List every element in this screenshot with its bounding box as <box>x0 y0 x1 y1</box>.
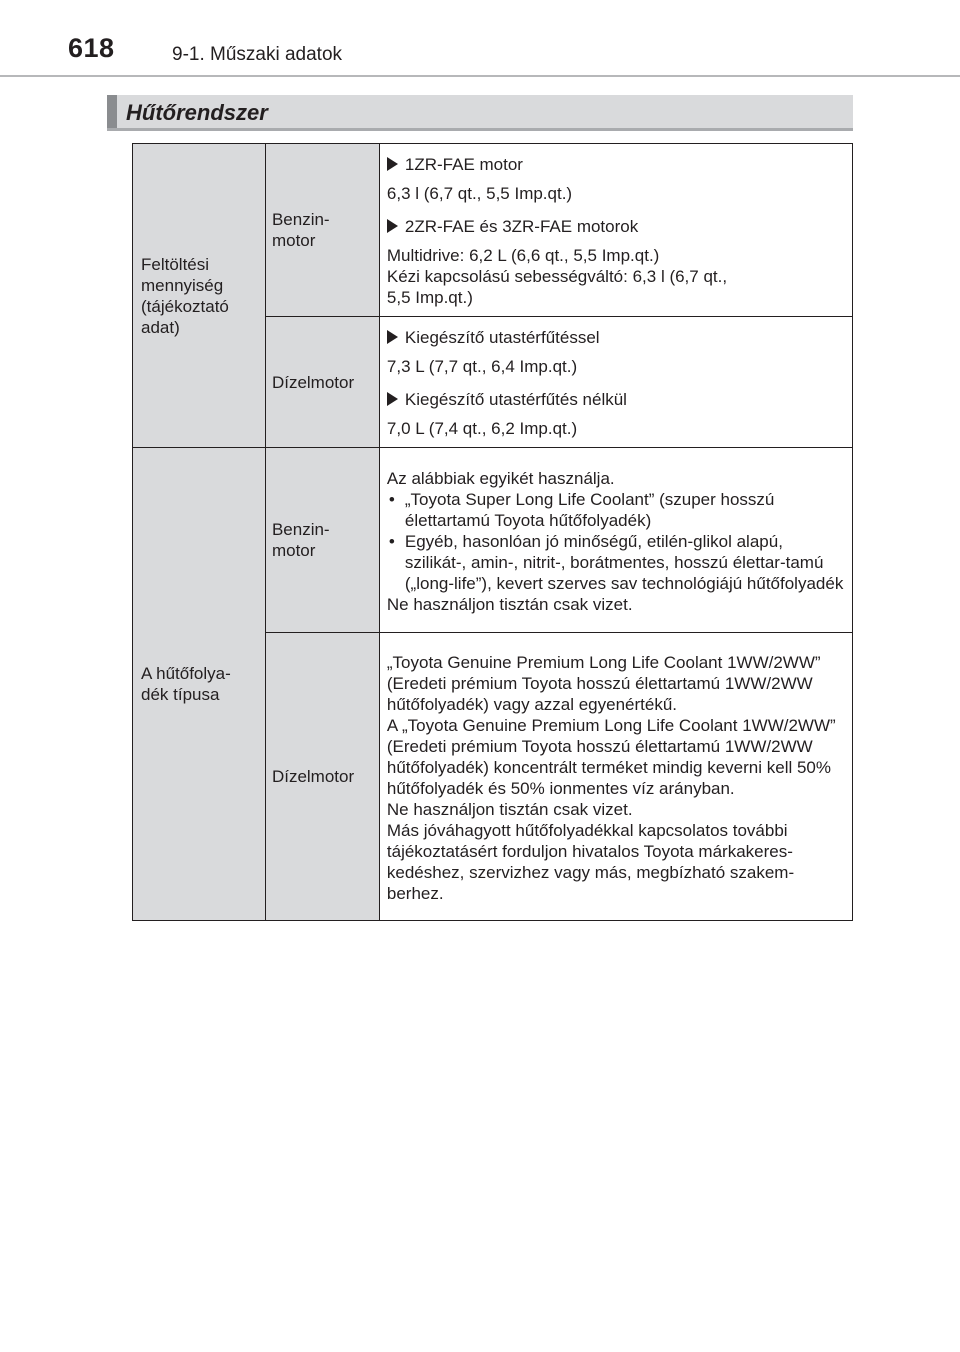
section-heading <box>107 95 853 131</box>
capacity-gasoline-label-cell <box>265 144 379 317</box>
diesel-coolant-para-3: Ne használjon tisztán csak vizet. <box>386 799 633 819</box>
coolant-diesel-value-cell <box>379 633 852 921</box>
coolant-type-label-cell <box>133 448 266 921</box>
diesel-engine-label: Dízelmotor <box>271 767 355 786</box>
manual-capacity-cont: 5,5 Imp.qt.) <box>386 288 473 307</box>
arrow-right-icon <box>387 157 398 171</box>
arrow-right-icon <box>387 392 398 406</box>
bullet-icon: • <box>388 531 395 551</box>
coolant-gasoline-value-cell <box>379 448 852 633</box>
capacity-label-cell <box>133 144 266 448</box>
coolant-option-toyota: „Toyota Super Long Life Coolant” (szuper hosszú élettartamú Toyota hűtőfolyadék) <box>404 489 775 530</box>
section-title: Hűtőrendszer <box>126 100 268 125</box>
coolant-intro: Az alábbiak egyikét használja. <box>386 468 615 488</box>
list-item <box>387 216 844 237</box>
engine-2zr-3zr-title: 2ZR-FAE és 3ZR-FAE motorok <box>404 217 639 236</box>
no-plain-water-note: Ne használjon tisztán csak vizet. <box>386 594 633 614</box>
gasoline-engine-label: Benzin- motor <box>271 520 330 560</box>
list-item <box>387 389 844 410</box>
list-item <box>387 154 844 175</box>
engine-1zr-capacity: 6,3 l (6,7 qt., 5,5 Imp.qt.) <box>386 184 573 203</box>
arrow-right-icon <box>387 219 398 233</box>
without-aux-heater-title: Kiegészítő utastérfűtés nélkül <box>404 390 627 409</box>
list-item <box>387 327 844 348</box>
list-item <box>387 531 844 594</box>
manual-capacity: Kézi kapcsolású sebességváltó: 6,3 l (6,7 qt., <box>386 267 728 286</box>
engine-1zr-title: 1ZR-FAE motor <box>404 155 523 174</box>
chapter-title: 9-1. Műszaki adatok <box>172 44 343 65</box>
coolant-options-list <box>387 489 844 594</box>
diesel-coolant-para-2: A „Toyota Genuine Premium Long Life Coolant 1WW/2WW” (Eredeti prémium Toyota hosszú élettartamú 1WW/2WW hűtőfolyadék) koncentrált terméket mindig keverni kell 50% hűtőfolyadék és 50% ionmentes víz arányban. <box>386 715 836 798</box>
table-row <box>133 144 853 317</box>
section-accent-bar <box>107 95 117 128</box>
table-row <box>133 448 853 633</box>
diesel-coolant-para-4: Más jóváhagyott hűtőfolyadékkal kapcsolatos további tájékoztatásért forduljon hivatalos Toyota márkakeres-kedéshez, szervizhez vagy más, megbízható szakem-berhez. <box>386 820 795 903</box>
capacity-gasoline-value-cell <box>379 144 852 317</box>
with-aux-heater-title: Kiegészítő utastérfűtéssel <box>404 328 600 347</box>
coolant-type-label: A hűtőfolya- dék típusa <box>141 664 231 704</box>
page-header <box>0 0 960 80</box>
diesel-engine-label: Dízelmotor <box>271 372 355 392</box>
without-aux-heater-capacity: 7,0 L (7,4 qt., 6,2 Imp.qt.) <box>386 419 578 438</box>
with-aux-heater-capacity: 7,3 L (7,7 qt., 6,4 Imp.qt.) <box>386 357 578 376</box>
capacity-diesel-value-cell <box>379 317 852 448</box>
coolant-gasoline-label-cell <box>265 448 379 633</box>
capacity-label: Feltöltési mennyiség (tájékoztató adat) <box>141 254 229 337</box>
diesel-coolant-para-1: „Toyota Genuine Premium Long Life Coolant 1WW/2WW” (Eredeti prémium Toyota hosszú élettartamú 1WW/2WW hűtőfolyadék) vagy azzal egyenértékű. <box>386 652 821 714</box>
capacity-diesel-label-cell <box>265 317 379 448</box>
header-divider <box>0 75 960 77</box>
coolant-diesel-label-cell <box>265 633 379 921</box>
multidrive-capacity: Multidrive: 6,2 L (6,6 qt., 5,5 Imp.qt.) <box>386 246 660 265</box>
arrow-right-icon <box>387 330 398 344</box>
page-number: 618 <box>68 33 115 63</box>
cooling-spec-table <box>132 143 853 921</box>
bullet-icon: • <box>388 489 395 509</box>
gasoline-engine-label: Benzin- motor <box>271 210 330 250</box>
coolant-option-equivalent: Egyéb, hasonlóan jó minőségű, etilén-glikol alapú, szilikát-, amin-, nitrit-, borátmentes, hosszú élettar-tamú („long-life”), kevert szerves sav technológiájú hűtőfolyadék <box>404 531 844 593</box>
list-item <box>387 489 844 531</box>
